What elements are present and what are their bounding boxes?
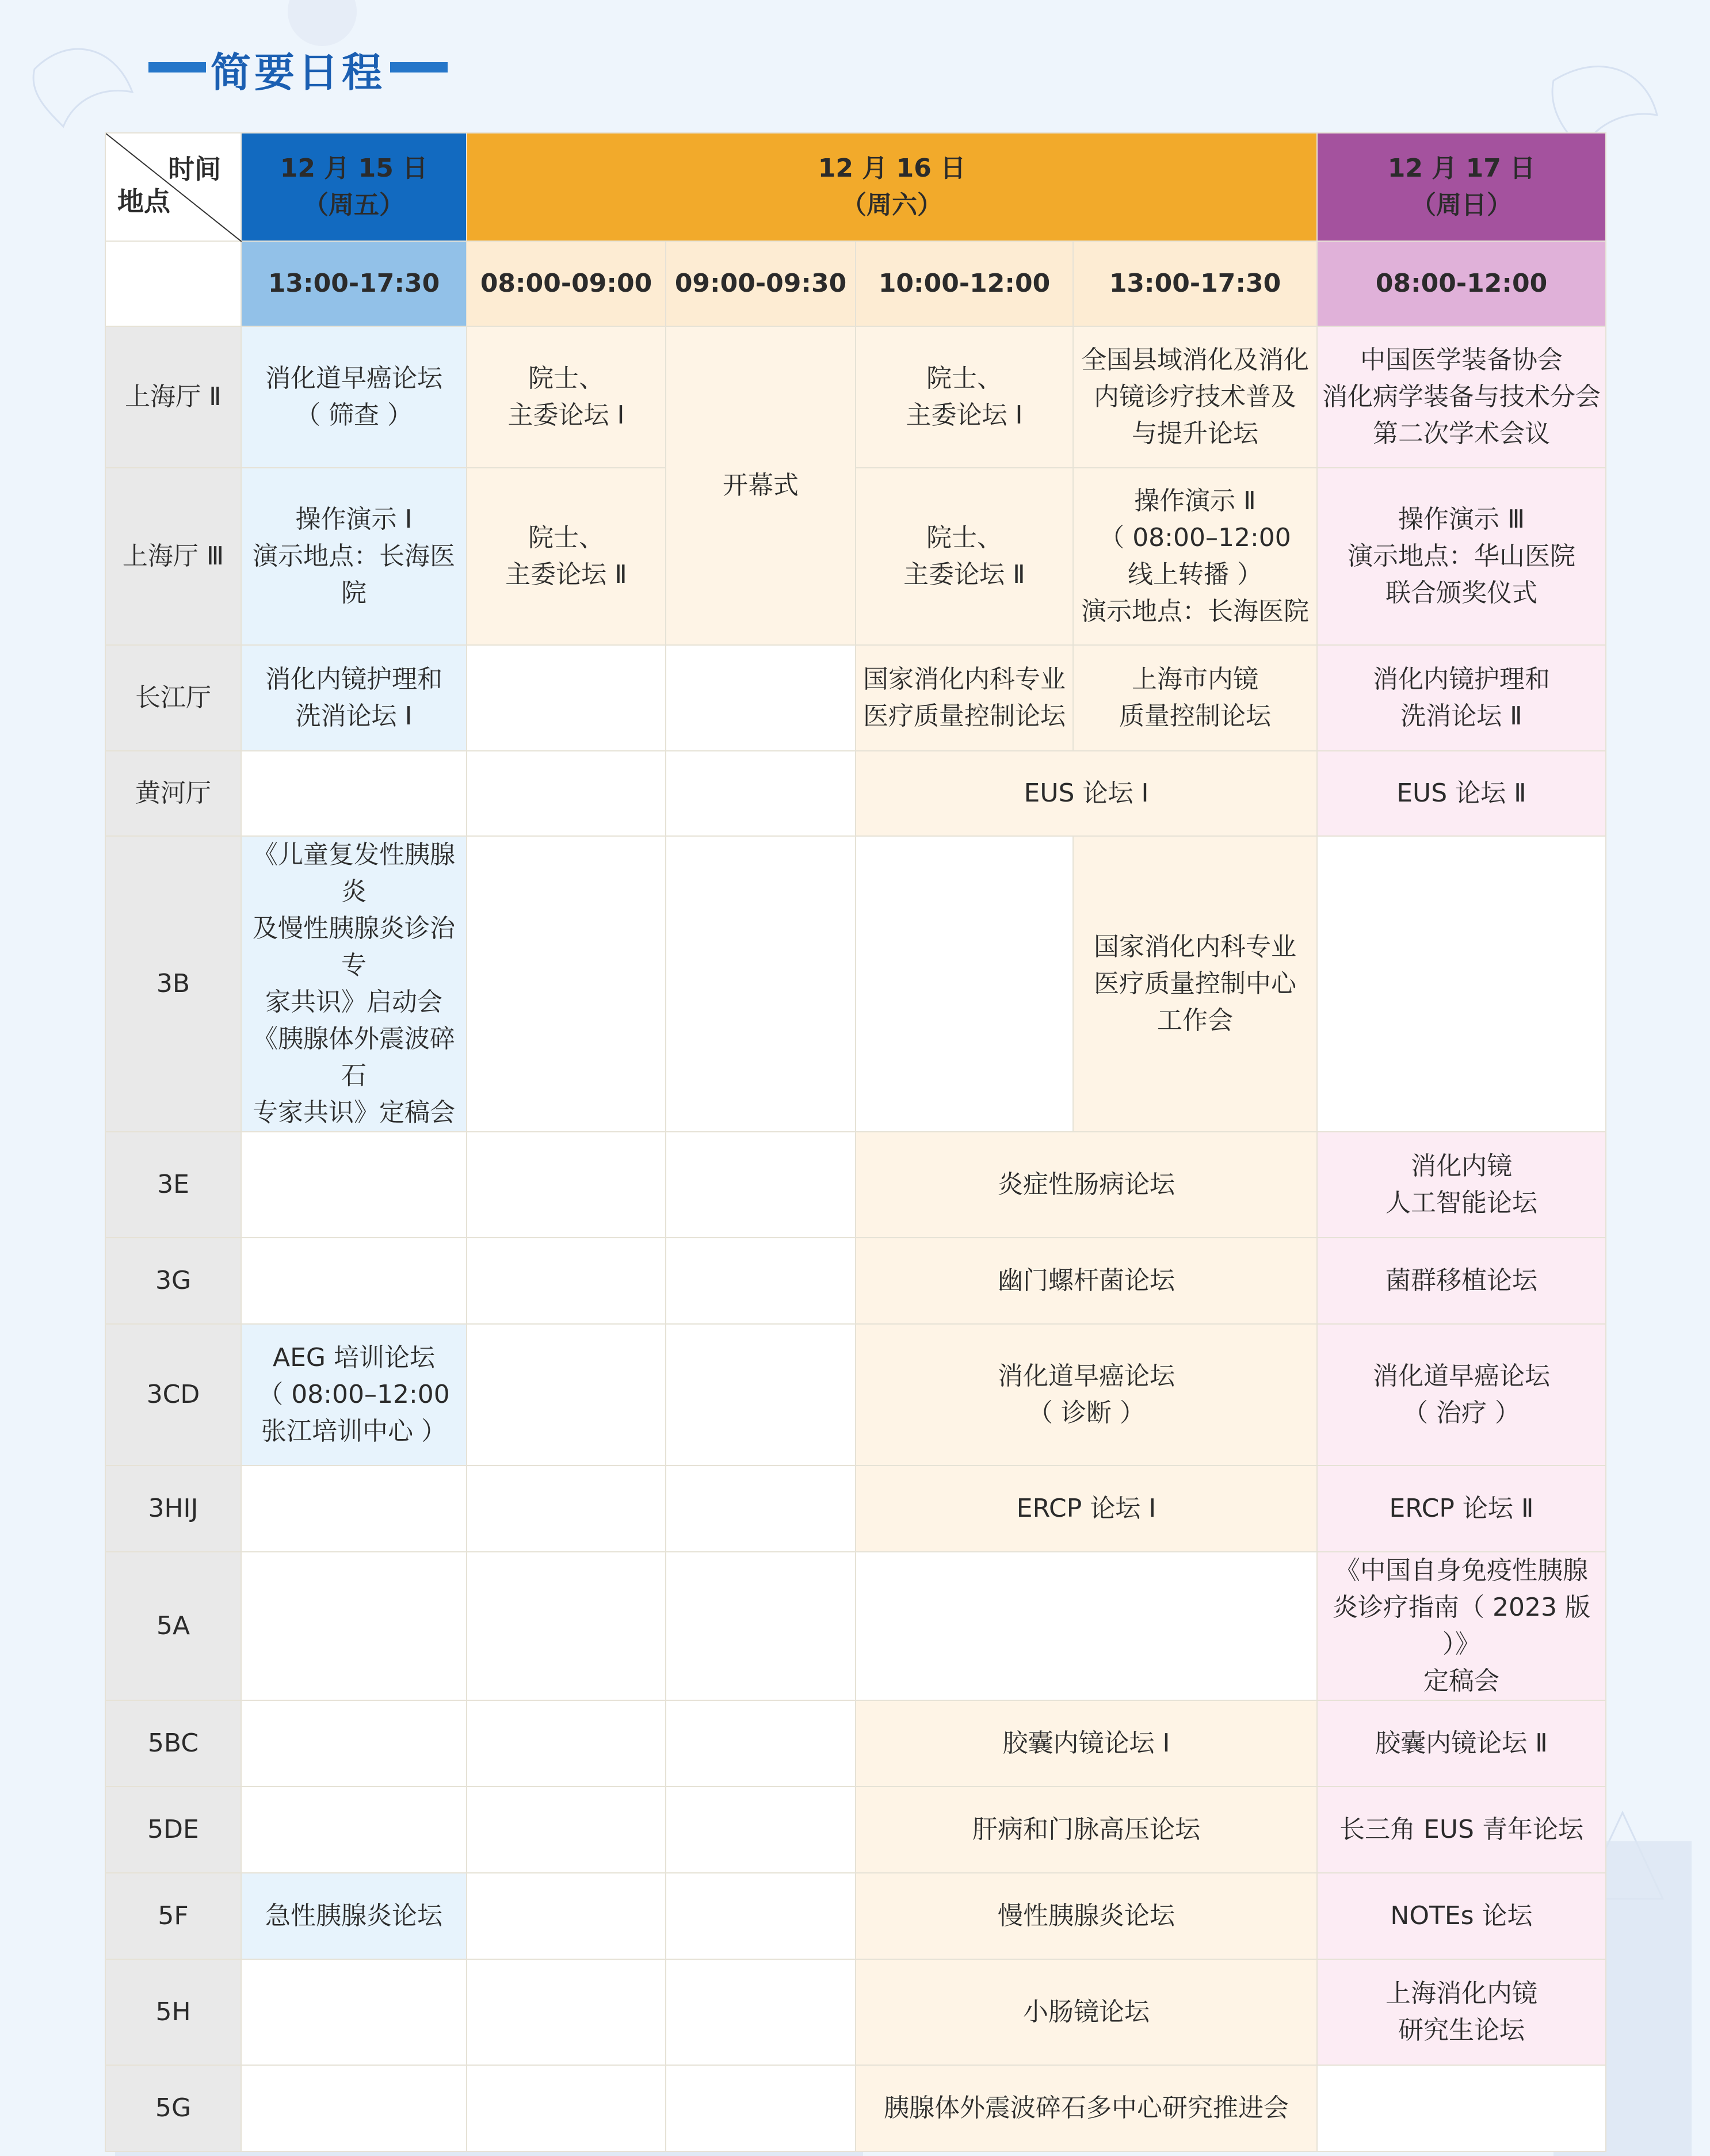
session-line: 胶囊内镜论坛 Ⅰ <box>1002 1728 1170 1758</box>
session-line: 胰腺体外震波碎石多中心研究推进会 <box>884 2093 1289 2123</box>
session-line: 演示地点：华山医院 <box>1348 541 1575 571</box>
empty-cell <box>467 1959 666 2065</box>
session-line: 急性胰腺炎论坛 <box>265 1901 442 1930</box>
corner-cell <box>105 133 241 241</box>
empty-cell <box>467 1552 666 1700</box>
empty-cell <box>241 1132 467 1238</box>
location-cell: 3E <box>105 1132 241 1238</box>
session-line: 联合颁奖仪式 <box>1385 578 1537 608</box>
day-header-dec16: 12 月 16 日 （周六） <box>467 133 1317 241</box>
empty-cell <box>1317 836 1606 1132</box>
session-line: 消化内镜护理和 <box>1373 665 1550 694</box>
empty-cell <box>467 1700 666 1787</box>
session-line: 主委论坛 Ⅱ <box>903 560 1025 589</box>
title-bar-left <box>148 62 206 72</box>
empty-cell <box>467 2065 666 2151</box>
table-row <box>105 1873 1606 1959</box>
empty-cell <box>1317 2065 1606 2151</box>
session-cell <box>856 1324 1317 1466</box>
session-cell <box>1317 1466 1606 1552</box>
session-cell <box>1317 468 1606 645</box>
session-line: 上海市内镜 <box>1132 665 1258 694</box>
empty-cell <box>666 1787 856 1873</box>
empty-cell <box>666 751 856 836</box>
session-line: 肝病和门脉高压论坛 <box>972 1815 1200 1844</box>
session-line: 操作演示 Ⅱ <box>1134 486 1256 516</box>
session-line: 国家消化内科专业 <box>1094 932 1296 961</box>
corner-location-label: 地点 <box>117 186 170 217</box>
session-cell <box>856 1959 1317 2065</box>
empty-cell <box>666 645 856 751</box>
header-row-dates <box>105 133 1606 241</box>
session-line: 专家共识》定稿会 <box>253 1098 455 1127</box>
session-line: （ 08:00–12:00 <box>258 1380 450 1409</box>
session-cell <box>241 468 467 645</box>
empty-cell <box>666 1132 856 1238</box>
session-line: 消化道早癌论坛 <box>265 364 442 393</box>
session-cell <box>856 1700 1317 1787</box>
empty-cell <box>241 2065 467 2151</box>
empty-cell <box>467 836 666 1132</box>
session-line: （ 08:00–12:00 <box>1099 523 1291 552</box>
session-cell <box>241 326 467 468</box>
location-cell: 3CD <box>105 1324 241 1466</box>
session-line: 质量控制论坛 <box>1119 701 1271 731</box>
location-cell: 5H <box>105 1959 241 2065</box>
location-cell: 5A <box>105 1552 241 1700</box>
empty-cell <box>467 1238 666 1324</box>
session-line: 全国县域消化及消化 <box>1081 345 1309 375</box>
table-row <box>105 1132 1606 1238</box>
empty-cell <box>467 1787 666 1873</box>
time-slot: 13:00-17:30 <box>1073 241 1317 326</box>
session-line: （ 治疗 ） <box>1403 1398 1520 1428</box>
session-line: 洗消论坛 Ⅰ <box>295 701 413 731</box>
table-row <box>105 1552 1606 1700</box>
location-cell: 3B <box>105 836 241 1132</box>
empty-cell <box>467 1132 666 1238</box>
table-row <box>105 1700 1606 1787</box>
session-line: ERCP 论坛 Ⅰ <box>1016 1494 1156 1523</box>
session-line: 主委论坛 Ⅰ <box>906 400 1023 430</box>
time-slot: 13:00-17:30 <box>241 241 467 326</box>
session-cell <box>1073 326 1317 468</box>
session-line: NOTEs 论坛 <box>1390 1901 1533 1930</box>
session-line: AEG 培训论坛 <box>273 1343 435 1372</box>
session-line: EUS 论坛 Ⅱ <box>1396 779 1526 808</box>
session-line: 内镜诊疗技术普及 <box>1094 382 1296 411</box>
empty-cell <box>856 836 1073 1132</box>
session-cell <box>1317 1552 1606 1700</box>
table-row <box>105 1787 1606 1873</box>
session-line: 消化道早癌论坛 <box>1373 1361 1550 1391</box>
location-cell: 长江厅 <box>105 645 241 751</box>
session-line: 线上转播 ） <box>1128 560 1262 589</box>
session-cell <box>856 468 1073 645</box>
time-slot: 10:00-12:00 <box>856 241 1073 326</box>
session-cell <box>1073 645 1317 751</box>
table-row <box>105 1324 1606 1466</box>
empty-cell <box>666 1324 856 1466</box>
session-cell <box>856 1787 1317 1873</box>
session-cell <box>1317 1700 1606 1787</box>
table-row <box>105 2065 1606 2151</box>
session-cell <box>856 645 1073 751</box>
empty-cell <box>241 1466 467 1552</box>
page-title: 简要日程 <box>211 49 385 96</box>
session-line: ERCP 论坛 Ⅱ <box>1389 1494 1534 1523</box>
location-cell: 上海厅 Ⅲ <box>105 468 241 645</box>
session-cell <box>241 836 467 1132</box>
session-line: 炎诊疗指南（ 2023 版 ）》 <box>1333 1593 1590 1659</box>
empty-cell <box>241 751 467 836</box>
session-cell <box>241 1873 467 1959</box>
time-slot: 08:00-12:00 <box>1317 241 1606 326</box>
table-row <box>105 645 1606 751</box>
location-cell: 5G <box>105 2065 241 2151</box>
session-cell <box>856 1873 1317 1959</box>
empty-cell <box>666 1873 856 1959</box>
session-line: 第二次学术会议 <box>1373 419 1550 448</box>
session-line: 与提升论坛 <box>1132 419 1258 448</box>
session-cell <box>1073 468 1317 645</box>
session-cell <box>1317 1873 1606 1959</box>
empty-cell <box>666 1700 856 1787</box>
session-line: 中国医学装备协会 <box>1360 345 1563 375</box>
location-cell: 3HIJ <box>105 1466 241 1552</box>
session-line: 及慢性胰腺炎诊治专 <box>253 914 455 980</box>
session-line: （ 诊断 ） <box>1028 1398 1145 1428</box>
session-line: 院士、 <box>926 523 1002 552</box>
empty-cell <box>467 1466 666 1552</box>
table-row <box>105 326 1606 468</box>
session-line: 演示地点：长海医院 <box>1081 597 1309 626</box>
location-cell: 5DE <box>105 1787 241 1873</box>
empty-cell <box>241 1552 467 1700</box>
opening-ceremony-cell <box>666 326 856 645</box>
session-line: 消化道早癌论坛 <box>998 1361 1175 1391</box>
empty-cell <box>666 1238 856 1324</box>
session-cell <box>1317 1238 1606 1324</box>
location-cell: 5F <box>105 1873 241 1959</box>
corner-time-label: 时间 <box>168 154 221 185</box>
session-line: 张江培训中心 ） <box>261 1417 446 1446</box>
session-cell <box>467 468 666 645</box>
empty-cell <box>666 1552 856 1700</box>
session-line: EUS 论坛 Ⅰ <box>1024 779 1149 808</box>
location-cell: 3G <box>105 1238 241 1324</box>
session-line: 上海消化内镜 <box>1385 1979 1537 2008</box>
session-line: 国家消化内科专业 <box>863 665 1066 694</box>
empty-cell <box>241 1959 467 2065</box>
session-line: 定稿会 <box>1423 1666 1499 1696</box>
session-cell <box>856 1466 1317 1552</box>
empty-cell <box>241 1787 467 1873</box>
title-bar-right <box>390 62 448 72</box>
session-line: 长三角 EUS 青年论坛 <box>1339 1815 1583 1844</box>
session-cell <box>1073 836 1317 1132</box>
schedule-table <box>105 132 1606 2152</box>
session-line: 消化病学装备与技术分会 <box>1322 382 1601 411</box>
session-line: 开幕式 <box>723 471 799 500</box>
session-line: 慢性胰腺炎论坛 <box>998 1901 1175 1930</box>
session-line: 演示地点：长海医院 <box>253 541 455 608</box>
session-cell <box>856 1238 1317 1324</box>
session-line: 洗消论坛 Ⅱ <box>1400 701 1522 731</box>
session-line: 家共识》启动会 <box>265 987 442 1017</box>
session-line: （ 筛查 ） <box>295 400 413 430</box>
session-line: 操作演示 Ⅲ <box>1398 505 1525 534</box>
session-cell <box>1317 645 1606 751</box>
session-cell <box>856 2065 1317 2151</box>
session-line: 研究生论坛 <box>1398 2016 1525 2045</box>
location-cell: 黄河厅 <box>105 751 241 836</box>
session-cell <box>856 1132 1317 1238</box>
empty-cell <box>856 1552 1317 1700</box>
table-row <box>105 836 1606 1132</box>
section-title <box>148 36 448 99</box>
session-cell <box>241 645 467 751</box>
session-line: 院士、 <box>926 364 1002 393</box>
session-line: 《儿童复发性胰腺炎 <box>253 840 455 906</box>
session-line: 消化内镜 <box>1411 1151 1512 1181</box>
session-cell <box>1317 751 1606 836</box>
session-line: 医疗质量控制论坛 <box>863 701 1066 731</box>
empty-cell <box>241 1700 467 1787</box>
session-line: 胶囊内镜论坛 Ⅱ <box>1375 1728 1548 1758</box>
table-row <box>105 1466 1606 1552</box>
session-cell <box>1317 1787 1606 1873</box>
session-line: 《胰腺体外震波碎石 <box>253 1024 455 1090</box>
session-cell <box>241 1324 467 1466</box>
empty-cell <box>467 1873 666 1959</box>
session-line: 炎症性肠病论坛 <box>998 1170 1175 1199</box>
session-line: 《中国自身免疫性胰腺 <box>1335 1556 1588 1585</box>
session-cell <box>1317 326 1606 468</box>
empty-cell <box>666 1959 856 2065</box>
day-header-dec17: 12 月 17 日 （周日） <box>1317 133 1606 241</box>
session-cell <box>1317 1132 1606 1238</box>
session-line: 主委论坛 Ⅰ <box>507 400 625 430</box>
time-slot: 09:00-09:30 <box>666 241 856 326</box>
table-row <box>105 468 1606 645</box>
session-line: 工作会 <box>1157 1006 1233 1035</box>
session-line: 医疗质量控制中心 <box>1094 969 1296 998</box>
session-line: 操作演示 Ⅰ <box>295 505 413 534</box>
session-line: 小肠镜论坛 <box>1023 1997 1150 2027</box>
session-cell <box>856 326 1073 468</box>
empty-cell <box>666 836 856 1132</box>
session-line: 菌群移植论坛 <box>1385 1266 1537 1295</box>
empty-cell <box>467 751 666 836</box>
session-line: 院士、 <box>528 523 604 552</box>
session-line: 主委论坛 Ⅱ <box>505 560 627 589</box>
table-row <box>105 751 1606 836</box>
session-line: 消化内镜护理和 <box>265 665 442 694</box>
time-row-blank <box>105 241 241 326</box>
empty-cell <box>467 645 666 751</box>
session-line: 院士、 <box>528 364 604 393</box>
session-line: 人工智能论坛 <box>1385 1188 1537 1218</box>
location-cell: 上海厅 Ⅱ <box>105 326 241 468</box>
session-cell <box>1317 1324 1606 1466</box>
header-row-times <box>105 241 1606 326</box>
session-cell <box>856 751 1317 836</box>
session-cell <box>467 326 666 468</box>
table-row <box>105 1238 1606 1324</box>
session-cell <box>1317 1959 1606 2065</box>
location-cell: 5BC <box>105 1700 241 1787</box>
empty-cell <box>241 1238 467 1324</box>
session-line: 幽门螺杆菌论坛 <box>998 1266 1175 1295</box>
day-header-dec15: 12 月 15 日 （周五） <box>241 133 467 241</box>
time-slot: 08:00-09:00 <box>467 241 666 326</box>
empty-cell <box>467 1324 666 1466</box>
empty-cell <box>666 1466 856 1552</box>
empty-cell <box>666 2065 856 2151</box>
table-row <box>105 1959 1606 2065</box>
